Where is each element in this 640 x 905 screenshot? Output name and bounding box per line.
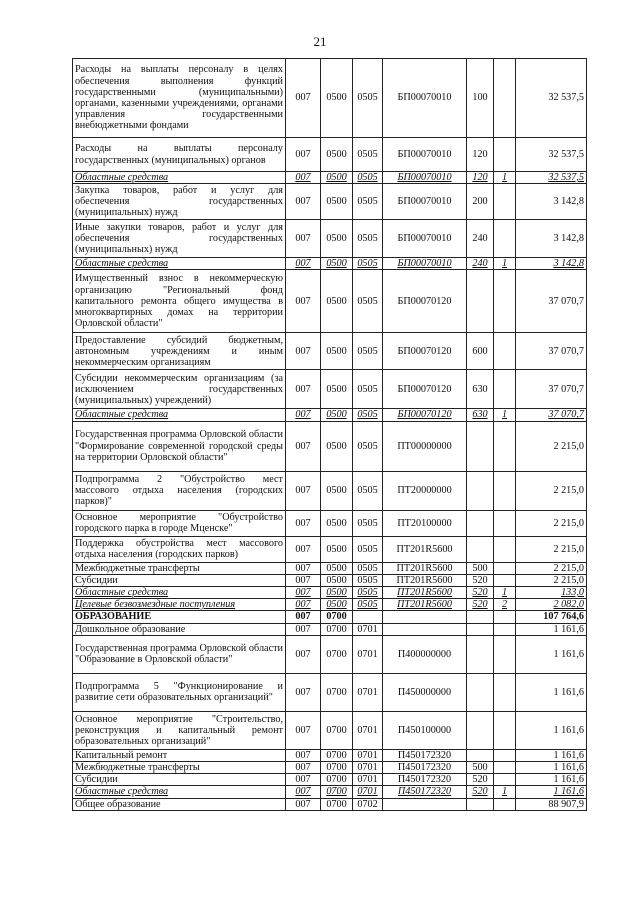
row-pr-cell: 0701 bbox=[353, 623, 383, 635]
row-ved-cell: 007 bbox=[286, 611, 321, 623]
table-row bbox=[73, 774, 587, 786]
row-csr-cell: ПТ00000000 bbox=[383, 421, 467, 471]
row-pr-cell: 0702 bbox=[353, 798, 383, 810]
row-ved-cell: 007 bbox=[286, 333, 321, 370]
row-vr-cell bbox=[467, 536, 494, 562]
row-src-cell bbox=[494, 673, 516, 711]
row-ved-cell: 007 bbox=[286, 172, 321, 184]
row-rz-cell: 0500 bbox=[321, 471, 353, 510]
row-vr-cell: 520 bbox=[467, 587, 494, 599]
row-name-cell: ОБРАЗОВАНИЕ bbox=[73, 611, 286, 623]
row-rz-cell: 0500 bbox=[321, 333, 353, 370]
row-pr-cell: 0505 bbox=[353, 220, 383, 258]
table-row bbox=[73, 138, 587, 172]
row-sum-cell: 32 537,5 bbox=[516, 172, 587, 184]
row-rz-cell: 0500 bbox=[321, 220, 353, 258]
row-name-cell: Областные средства bbox=[73, 587, 286, 599]
row-rz-cell: 0700 bbox=[321, 774, 353, 786]
row-vr-cell: 500 bbox=[467, 762, 494, 774]
row-src-cell bbox=[494, 635, 516, 673]
row-name-cell: Субсидии bbox=[73, 774, 286, 786]
row-src-cell bbox=[494, 623, 516, 635]
row-pr-cell: 0505 bbox=[353, 184, 383, 220]
row-ved-cell: 007 bbox=[286, 762, 321, 774]
table-row bbox=[73, 220, 587, 258]
row-src-cell bbox=[494, 138, 516, 172]
row-csr-cell: П400000000 bbox=[383, 635, 467, 673]
row-src-cell bbox=[494, 749, 516, 761]
table-row bbox=[73, 471, 587, 510]
row-rz-cell: 0500 bbox=[321, 138, 353, 172]
table-row bbox=[73, 536, 587, 562]
row-rz-cell: 0500 bbox=[321, 510, 353, 536]
row-pr-cell: 0701 bbox=[353, 749, 383, 761]
row-sum-cell: 2 215,0 bbox=[516, 562, 587, 574]
row-name-cell: Предоставление субсидий бюджетным, автономным учреждениям и иным некоммерческим организациям bbox=[73, 333, 286, 370]
row-ved-cell: 007 bbox=[286, 587, 321, 599]
row-ved-cell: 007 bbox=[286, 471, 321, 510]
row-name-cell: Целевые безвозмездные поступления bbox=[73, 599, 286, 611]
row-sum-cell: 1 161,6 bbox=[516, 623, 587, 635]
row-src-cell bbox=[494, 184, 516, 220]
row-ved-cell: 007 bbox=[286, 599, 321, 611]
row-csr-cell: ПТ20000000 bbox=[383, 471, 467, 510]
row-rz-cell: 0700 bbox=[321, 798, 353, 810]
row-sum-cell: 32 537,5 bbox=[516, 59, 587, 138]
row-ved-cell: 007 bbox=[286, 711, 321, 749]
row-csr-cell: ПТ201R5600 bbox=[383, 536, 467, 562]
row-ved-cell: 007 bbox=[286, 421, 321, 471]
row-pr-cell: 0505 bbox=[353, 409, 383, 421]
row-csr-cell: БП00070010 bbox=[383, 59, 467, 138]
row-src-cell bbox=[494, 711, 516, 749]
table-row bbox=[73, 510, 587, 536]
row-pr-cell: 0505 bbox=[353, 510, 383, 536]
row-rz-cell: 0700 bbox=[321, 762, 353, 774]
row-pr-cell: 0505 bbox=[353, 587, 383, 599]
row-ved-cell: 007 bbox=[286, 673, 321, 711]
row-rz-cell: 0700 bbox=[321, 635, 353, 673]
row-vr-cell: 520 bbox=[467, 786, 494, 798]
row-vr-cell bbox=[467, 673, 494, 711]
row-ved-cell: 007 bbox=[286, 623, 321, 635]
row-csr-cell: БП00070010 bbox=[383, 220, 467, 258]
row-vr-cell: 630 bbox=[467, 370, 494, 409]
row-name-cell: Областные средства bbox=[73, 786, 286, 798]
row-ved-cell: 007 bbox=[286, 574, 321, 586]
row-csr-cell: П450100000 bbox=[383, 711, 467, 749]
row-rz-cell: 0500 bbox=[321, 370, 353, 409]
row-sum-cell: 2 215,0 bbox=[516, 471, 587, 510]
row-ved-cell: 007 bbox=[286, 774, 321, 786]
table-row bbox=[73, 673, 587, 711]
row-src-cell bbox=[494, 270, 516, 333]
row-sum-cell: 37 070,7 bbox=[516, 333, 587, 370]
row-csr-cell: БП00070120 bbox=[383, 370, 467, 409]
table-row bbox=[73, 786, 587, 798]
row-sum-cell: 88 907,9 bbox=[516, 798, 587, 810]
row-pr-cell: 0505 bbox=[353, 59, 383, 138]
row-csr-cell: ПТ201R5600 bbox=[383, 599, 467, 611]
table-row bbox=[73, 258, 587, 270]
table-row bbox=[73, 409, 587, 421]
row-src-cell: 1 bbox=[494, 409, 516, 421]
row-src-cell bbox=[494, 611, 516, 623]
row-src-cell bbox=[494, 370, 516, 409]
table-row bbox=[73, 184, 587, 220]
table-row bbox=[73, 370, 587, 409]
row-pr-cell: 0701 bbox=[353, 673, 383, 711]
row-rz-cell: 0500 bbox=[321, 574, 353, 586]
row-name-cell: Государственная программа Орловской области "Формирование современной городской среды на территории Орловской области" bbox=[73, 421, 286, 471]
row-ved-cell: 007 bbox=[286, 510, 321, 536]
row-src-cell bbox=[494, 762, 516, 774]
row-csr-cell: ПТ20100000 bbox=[383, 510, 467, 536]
row-csr-cell: П450172320 bbox=[383, 762, 467, 774]
row-src-cell bbox=[494, 220, 516, 258]
row-sum-cell: 1 161,6 bbox=[516, 774, 587, 786]
row-csr-cell: П450172320 bbox=[383, 774, 467, 786]
row-src-cell bbox=[494, 774, 516, 786]
row-vr-cell bbox=[467, 623, 494, 635]
budget-table bbox=[72, 58, 587, 811]
row-pr-cell: 0505 bbox=[353, 258, 383, 270]
table-row bbox=[73, 749, 587, 761]
table-row bbox=[73, 59, 587, 138]
row-src-cell: 1 bbox=[494, 172, 516, 184]
row-src-cell: 1 bbox=[494, 587, 516, 599]
table-row bbox=[73, 574, 587, 586]
row-csr-cell: ПТ201R5600 bbox=[383, 587, 467, 599]
row-pr-cell: 0701 bbox=[353, 762, 383, 774]
row-sum-cell: 2 215,0 bbox=[516, 421, 587, 471]
row-name-cell: Дошкольное образование bbox=[73, 623, 286, 635]
row-name-cell: Закупка товаров, работ и услуг для обеспечения государственных (муниципальных) нужд bbox=[73, 184, 286, 220]
row-csr-cell: П450000000 bbox=[383, 673, 467, 711]
row-pr-cell: 0505 bbox=[353, 574, 383, 586]
row-name-cell: Областные средства bbox=[73, 258, 286, 270]
row-rz-cell: 0500 bbox=[321, 562, 353, 574]
row-vr-cell: 100 bbox=[467, 59, 494, 138]
row-vr-cell bbox=[467, 749, 494, 761]
row-name-cell: Областные средства bbox=[73, 172, 286, 184]
row-name-cell: Общее образование bbox=[73, 798, 286, 810]
row-ved-cell: 007 bbox=[286, 536, 321, 562]
row-vr-cell: 520 bbox=[467, 599, 494, 611]
row-rz-cell: 0500 bbox=[321, 599, 353, 611]
row-ved-cell: 007 bbox=[286, 635, 321, 673]
row-rz-cell: 0700 bbox=[321, 623, 353, 635]
row-name-cell: Расходы на выплаты персоналу в целях обеспечения выполнения функций государственными (муниципальными) органами, казенными учреждениями, органами управления государственными внебюджетными фондами bbox=[73, 59, 286, 138]
row-src-cell bbox=[494, 510, 516, 536]
row-name-cell: Областные средства bbox=[73, 409, 286, 421]
row-vr-cell: 520 bbox=[467, 774, 494, 786]
table-row bbox=[73, 562, 587, 574]
row-rz-cell: 0500 bbox=[321, 587, 353, 599]
row-rz-cell: 0700 bbox=[321, 673, 353, 711]
row-csr-cell: БП00070010 bbox=[383, 184, 467, 220]
row-name-cell: Субсидии некоммерческим организациям (за исключением государственных (муниципальных) учреждений) bbox=[73, 370, 286, 409]
row-csr-cell: БП00070120 bbox=[383, 333, 467, 370]
table-row bbox=[73, 623, 587, 635]
row-pr-cell: 0701 bbox=[353, 635, 383, 673]
row-sum-cell: 2 082,0 bbox=[516, 599, 587, 611]
row-sum-cell: 1 161,6 bbox=[516, 786, 587, 798]
row-sum-cell: 32 537,5 bbox=[516, 138, 587, 172]
page-number: 21 bbox=[313, 34, 327, 49]
row-rz-cell: 0500 bbox=[321, 172, 353, 184]
row-sum-cell: 2 215,0 bbox=[516, 574, 587, 586]
row-src-cell bbox=[494, 471, 516, 510]
row-csr-cell: ПТ201R5600 bbox=[383, 574, 467, 586]
table-row bbox=[73, 798, 587, 810]
row-csr-cell: П450172320 bbox=[383, 749, 467, 761]
row-src-cell bbox=[494, 421, 516, 471]
row-name-cell: Расходы на выплаты персоналу государственных (муниципальных) органов bbox=[73, 138, 286, 172]
row-pr-cell: 0505 bbox=[353, 270, 383, 333]
row-vr-cell: 120 bbox=[467, 172, 494, 184]
row-name-cell: Подпрограмма 2 "Обустройство мест массового отдыха населения (городских парков)" bbox=[73, 471, 286, 510]
row-ved-cell: 007 bbox=[286, 749, 321, 761]
row-sum-cell: 2 215,0 bbox=[516, 536, 587, 562]
row-pr-cell: 0701 bbox=[353, 786, 383, 798]
row-rz-cell: 0500 bbox=[321, 409, 353, 421]
row-ved-cell: 007 bbox=[286, 786, 321, 798]
row-vr-cell: 500 bbox=[467, 562, 494, 574]
row-src-cell bbox=[494, 562, 516, 574]
row-src-cell: 1 bbox=[494, 258, 516, 270]
row-pr-cell: 0505 bbox=[353, 599, 383, 611]
row-sum-cell: 1 161,6 bbox=[516, 635, 587, 673]
row-rz-cell: 0700 bbox=[321, 749, 353, 761]
row-sum-cell: 1 161,6 bbox=[516, 711, 587, 749]
table-row bbox=[73, 711, 587, 749]
row-name-cell: Межбюджетные трансферты bbox=[73, 562, 286, 574]
row-rz-cell: 0500 bbox=[321, 536, 353, 562]
row-src-cell: 1 bbox=[494, 786, 516, 798]
row-src-cell bbox=[494, 333, 516, 370]
row-rz-cell: 0700 bbox=[321, 711, 353, 749]
table-row bbox=[73, 587, 587, 599]
row-ved-cell: 007 bbox=[286, 270, 321, 333]
row-sum-cell: 2 215,0 bbox=[516, 510, 587, 536]
row-name-cell: Поддержка обустройства мест массового отдыха населения (городских парков) bbox=[73, 536, 286, 562]
row-sum-cell: 37 070,7 bbox=[516, 409, 587, 421]
row-vr-cell: 630 bbox=[467, 409, 494, 421]
row-vr-cell bbox=[467, 471, 494, 510]
table-row bbox=[73, 599, 587, 611]
row-sum-cell: 107 764,6 bbox=[516, 611, 587, 623]
row-rz-cell: 0700 bbox=[321, 611, 353, 623]
row-ved-cell: 007 bbox=[286, 798, 321, 810]
row-vr-cell: 200 bbox=[467, 184, 494, 220]
row-vr-cell bbox=[467, 421, 494, 471]
row-name-cell: Основное мероприятие "Строительство, реконструкция и капитальный ремонт образовательных организаций" bbox=[73, 711, 286, 749]
row-csr-cell: БП00070010 bbox=[383, 258, 467, 270]
row-ved-cell: 007 bbox=[286, 220, 321, 258]
row-csr-cell: БП00070120 bbox=[383, 409, 467, 421]
row-src-cell: 2 bbox=[494, 599, 516, 611]
row-sum-cell: 3 142,8 bbox=[516, 184, 587, 220]
row-csr-cell: ПТ201R5600 bbox=[383, 562, 467, 574]
row-vr-cell: 600 bbox=[467, 333, 494, 370]
row-pr-cell: 0505 bbox=[353, 333, 383, 370]
row-pr-cell bbox=[353, 611, 383, 623]
row-sum-cell: 133,0 bbox=[516, 587, 587, 599]
row-vr-cell: 120 bbox=[467, 138, 494, 172]
row-rz-cell: 0700 bbox=[321, 786, 353, 798]
row-pr-cell: 0701 bbox=[353, 774, 383, 786]
row-name-cell: Подпрограмма 5 "Функционирование и развитие сети образовательных организаций" bbox=[73, 673, 286, 711]
row-rz-cell: 0500 bbox=[321, 421, 353, 471]
row-pr-cell: 0701 bbox=[353, 711, 383, 749]
row-name-cell: Имущественный взнос в некоммерческую организацию "Региональный фонд капитального ремонта общего имущества в многоквартирных домах на территории Орловской области" bbox=[73, 270, 286, 333]
row-ved-cell: 007 bbox=[286, 59, 321, 138]
row-rz-cell: 0500 bbox=[321, 59, 353, 138]
row-vr-cell: 240 bbox=[467, 258, 494, 270]
row-src-cell bbox=[494, 59, 516, 138]
row-sum-cell: 37 070,7 bbox=[516, 270, 587, 333]
row-src-cell bbox=[494, 536, 516, 562]
row-vr-cell bbox=[467, 635, 494, 673]
row-rz-cell: 0500 bbox=[321, 184, 353, 220]
row-vr-cell bbox=[467, 611, 494, 623]
row-csr-cell bbox=[383, 611, 467, 623]
row-pr-cell: 0505 bbox=[353, 536, 383, 562]
row-vr-cell: 240 bbox=[467, 220, 494, 258]
row-ved-cell: 007 bbox=[286, 184, 321, 220]
row-vr-cell bbox=[467, 510, 494, 536]
row-ved-cell: 007 bbox=[286, 409, 321, 421]
row-src-cell bbox=[494, 798, 516, 810]
row-sum-cell: 37 070,7 bbox=[516, 370, 587, 409]
row-sum-cell: 3 142,8 bbox=[516, 220, 587, 258]
row-csr-cell: БП00070010 bbox=[383, 172, 467, 184]
row-csr-cell bbox=[383, 623, 467, 635]
row-name-cell: Межбюджетные трансферты bbox=[73, 762, 286, 774]
table-row bbox=[73, 270, 587, 333]
row-pr-cell: 0505 bbox=[353, 562, 383, 574]
row-ved-cell: 007 bbox=[286, 138, 321, 172]
row-csr-cell bbox=[383, 798, 467, 810]
row-sum-cell: 3 142,8 bbox=[516, 258, 587, 270]
table-row bbox=[73, 333, 587, 370]
row-vr-cell bbox=[467, 711, 494, 749]
row-ved-cell: 007 bbox=[286, 562, 321, 574]
table-row bbox=[73, 172, 587, 184]
table-row bbox=[73, 762, 587, 774]
row-csr-cell: П450172320 bbox=[383, 786, 467, 798]
row-name-cell: Капитальный ремонт bbox=[73, 749, 286, 761]
row-pr-cell: 0505 bbox=[353, 421, 383, 471]
row-name-cell: Основное мероприятие "Обустройство городского парка в городе Мценске" bbox=[73, 510, 286, 536]
row-rz-cell: 0500 bbox=[321, 258, 353, 270]
row-src-cell bbox=[494, 574, 516, 586]
row-name-cell: Субсидии bbox=[73, 574, 286, 586]
row-sum-cell: 1 161,6 bbox=[516, 749, 587, 761]
row-ved-cell: 007 bbox=[286, 370, 321, 409]
row-name-cell: Государственная программа Орловской области "Образование в Орловской области" bbox=[73, 635, 286, 673]
row-name-cell: Иные закупки товаров, работ и услуг для обеспечения государственных (муниципальных) нужд bbox=[73, 220, 286, 258]
row-pr-cell: 0505 bbox=[353, 138, 383, 172]
row-ved-cell: 007 bbox=[286, 258, 321, 270]
row-vr-cell bbox=[467, 798, 494, 810]
row-csr-cell: БП00070120 bbox=[383, 270, 467, 333]
row-csr-cell: БП00070010 bbox=[383, 138, 467, 172]
row-pr-cell: 0505 bbox=[353, 172, 383, 184]
row-pr-cell: 0505 bbox=[353, 370, 383, 409]
row-sum-cell: 1 161,6 bbox=[516, 762, 587, 774]
row-sum-cell: 1 161,6 bbox=[516, 673, 587, 711]
row-rz-cell: 0500 bbox=[321, 270, 353, 333]
row-vr-cell bbox=[467, 270, 494, 333]
table-row bbox=[73, 611, 587, 623]
table-row bbox=[73, 421, 587, 471]
row-vr-cell: 520 bbox=[467, 574, 494, 586]
table-row bbox=[73, 635, 587, 673]
row-pr-cell: 0505 bbox=[353, 471, 383, 510]
